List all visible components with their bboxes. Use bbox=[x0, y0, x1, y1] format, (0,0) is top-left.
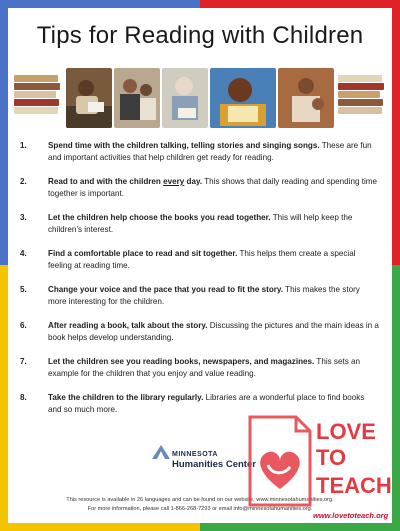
tip-text: Discussing the pictures and the main ideas in a book helps develop understanding. bbox=[48, 321, 379, 342]
tip-number: 3. bbox=[20, 213, 27, 222]
logo-name: Humanities Center bbox=[172, 459, 256, 470]
tip-text: This shows that daily reading and spending time together is important. bbox=[48, 177, 377, 198]
tip-text: Libraries are a wonderful place to find books and so much more. bbox=[48, 393, 365, 414]
tip-item bbox=[20, 176, 380, 199]
tip-heading: Find a comfortable place to read and sit together. bbox=[48, 249, 238, 258]
tip-item bbox=[20, 248, 380, 271]
badge-url[interactable]: www.lovetoteach.org bbox=[313, 511, 389, 520]
tip-number: 2. bbox=[20, 177, 27, 186]
tip-text: This will help keep the children’s interest. bbox=[48, 213, 353, 234]
book-stack-right bbox=[338, 74, 386, 124]
page-title: Tips for Reading with Children bbox=[36, 22, 364, 49]
footer-availability: This resource is available in 26 languages and can be found on our website, www.minnesotahumanities.org. bbox=[66, 497, 334, 503]
humanities-center-icon bbox=[150, 441, 172, 463]
tip-item bbox=[20, 284, 380, 307]
book-stack-left bbox=[14, 74, 62, 124]
border-top-blue bbox=[0, 0, 200, 8]
photo-reader-2 bbox=[114, 68, 160, 128]
tip-text: These are fun and important activities that help children get ready for reading. bbox=[48, 141, 372, 162]
photo-reader-5 bbox=[278, 68, 334, 128]
tip-number: 1. bbox=[20, 141, 27, 150]
logo-state: MINNESOTA bbox=[172, 451, 218, 458]
border-bottom-yellow bbox=[0, 523, 200, 531]
tip-heading: Let the children see you reading books, newspapers, and magazines. bbox=[48, 357, 315, 366]
tip-number: 6. bbox=[20, 321, 27, 330]
tips-list bbox=[20, 140, 380, 415]
tip-text: This makes the story more interesting for the children. bbox=[48, 285, 360, 306]
border-left-yellow bbox=[0, 265, 8, 531]
tip-heading: Let the children help choose the books you read together. bbox=[48, 213, 271, 222]
tip-heading-end: day. bbox=[184, 177, 203, 186]
photo-strip bbox=[14, 68, 386, 128]
badge-word-to: TO bbox=[316, 445, 347, 470]
tip-item bbox=[20, 320, 380, 343]
footer-contact: For more information, please call 1-866-268-7293 or email info@minnesotahumanities.org. bbox=[87, 506, 313, 512]
tip-number: 7. bbox=[20, 357, 27, 366]
border-top-red bbox=[200, 0, 400, 8]
badge-word-love: LOVE bbox=[316, 419, 376, 444]
tip-item bbox=[20, 212, 380, 235]
tip-item bbox=[20, 356, 380, 379]
tip-heading: Read to and with the children bbox=[48, 177, 164, 186]
tip-number: 4. bbox=[20, 249, 27, 258]
tip-heading: Change your voice and the pace that you read to fit the story. bbox=[48, 285, 284, 294]
tip-heading: Spend time with the children talking, telling stories and singing songs. bbox=[48, 141, 320, 150]
badge-word-teach: TEACH bbox=[316, 473, 392, 498]
photo-reader-3 bbox=[162, 68, 208, 128]
tip-heading: After reading a book, talk about the story. bbox=[48, 321, 208, 330]
tip-emphasis: every bbox=[163, 177, 185, 186]
photo-reader-1 bbox=[66, 68, 112, 128]
tip-item bbox=[20, 140, 380, 163]
tip-text: This helps them create a special feeling at reading time. bbox=[48, 249, 356, 270]
tip-text: This sets an example for the children that you enjoy and value reading. bbox=[48, 357, 361, 378]
tip-heading: Take the children to the library regularly. bbox=[48, 393, 204, 402]
tip-number: 8. bbox=[20, 393, 27, 402]
tip-number: 5. bbox=[20, 285, 27, 294]
photo-reader-4 bbox=[210, 68, 276, 128]
